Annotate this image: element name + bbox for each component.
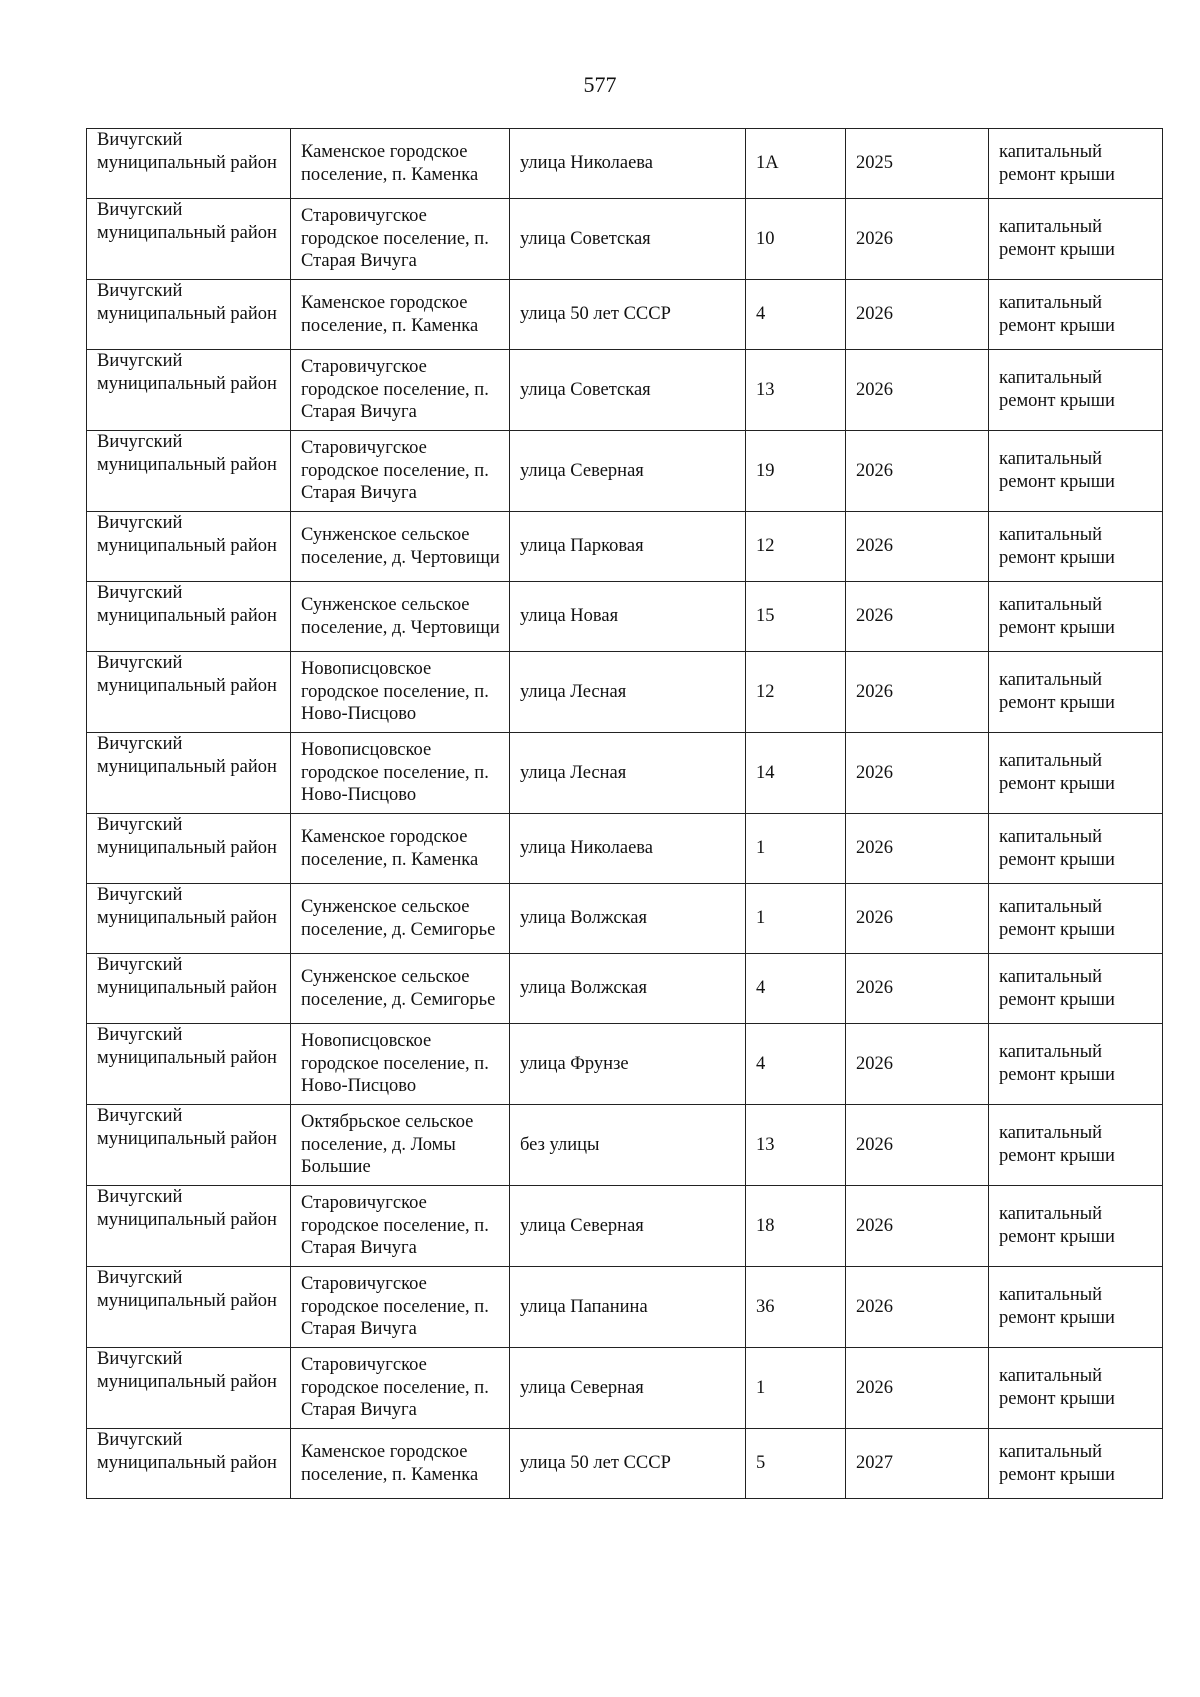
district-cell: Вичугский муниципальный район xyxy=(87,733,291,814)
work-type-cell: капитальный ремонт крыши xyxy=(989,431,1163,512)
settlement-cell: Старовичугское городское поселение, п. Старая Вичуга xyxy=(291,1186,510,1267)
settlement-cell: Каменское городское поселение, п. Каменка xyxy=(291,280,510,350)
year-cell: 2026 xyxy=(846,1186,989,1267)
work-type-cell: капитальный ремонт крыши xyxy=(989,199,1163,280)
year-cell: 2027 xyxy=(846,1429,989,1499)
street-cell: улица Северная xyxy=(510,431,746,512)
work-type-cell: капитальный ремонт крыши xyxy=(989,1186,1163,1267)
street-cell: улица Парковая xyxy=(510,512,746,582)
street-cell: улица Волжская xyxy=(510,954,746,1024)
roof-repair-table xyxy=(86,128,1163,1499)
work-type-cell: капитальный ремонт крыши xyxy=(989,350,1163,431)
settlement-cell: Новописцовское городское поселение, п. Ново-Писцово xyxy=(291,733,510,814)
year-cell: 2026 xyxy=(846,1348,989,1429)
table-row xyxy=(87,1348,1163,1429)
year-cell: 2026 xyxy=(846,431,989,512)
year-cell: 2026 xyxy=(846,884,989,954)
street-cell: улица Советская xyxy=(510,199,746,280)
house-number-cell: 5 xyxy=(746,1429,846,1499)
work-type-cell: капитальный ремонт крыши xyxy=(989,814,1163,884)
district-cell: Вичугский муниципальный район xyxy=(87,954,291,1024)
year-cell: 2026 xyxy=(846,1105,989,1186)
settlement-cell: Каменское городское поселение, п. Каменка xyxy=(291,1429,510,1499)
district-cell: Вичугский муниципальный район xyxy=(87,1105,291,1186)
table-row xyxy=(87,884,1163,954)
work-type-cell: капитальный ремонт крыши xyxy=(989,1348,1163,1429)
district-cell: Вичугский муниципальный район xyxy=(87,280,291,350)
house-number-cell: 36 xyxy=(746,1267,846,1348)
house-number-cell: 1А xyxy=(746,129,846,199)
table-row xyxy=(87,129,1163,199)
table-row xyxy=(87,582,1163,652)
work-type-cell: капитальный ремонт крыши xyxy=(989,1267,1163,1348)
house-number-cell: 1 xyxy=(746,884,846,954)
street-cell: улица 50 лет СССР xyxy=(510,280,746,350)
settlement-cell: Старовичугское городское поселение, п. Старая Вичуга xyxy=(291,350,510,431)
table-row xyxy=(87,431,1163,512)
settlement-cell: Старовичугское городское поселение, п. Старая Вичуга xyxy=(291,1267,510,1348)
settlement-cell: Октябрьское сельское поселение, д. Ломы Большие xyxy=(291,1105,510,1186)
house-number-cell: 10 xyxy=(746,199,846,280)
house-number-cell: 14 xyxy=(746,733,846,814)
settlement-cell: Сунженское сельское поселение, д. Чертовищи xyxy=(291,512,510,582)
street-cell: без улицы xyxy=(510,1105,746,1186)
district-cell: Вичугский муниципальный район xyxy=(87,1429,291,1499)
district-cell: Вичугский муниципальный район xyxy=(87,1267,291,1348)
district-cell: Вичугский муниципальный район xyxy=(87,512,291,582)
table-row xyxy=(87,1024,1163,1105)
district-cell: Вичугский муниципальный район xyxy=(87,1186,291,1267)
street-cell: улица Советская xyxy=(510,350,746,431)
street-cell: улица Волжская xyxy=(510,884,746,954)
settlement-cell: Сунженское сельское поселение, д. Семигорье xyxy=(291,954,510,1024)
house-number-cell: 12 xyxy=(746,512,846,582)
table-row xyxy=(87,954,1163,1024)
house-number-cell: 1 xyxy=(746,814,846,884)
house-number-cell: 13 xyxy=(746,350,846,431)
street-cell: улица Папанина xyxy=(510,1267,746,1348)
house-number-cell: 19 xyxy=(746,431,846,512)
table-row xyxy=(87,1105,1163,1186)
year-cell: 2026 xyxy=(846,733,989,814)
street-cell: улица 50 лет СССР xyxy=(510,1429,746,1499)
house-number-cell: 18 xyxy=(746,1186,846,1267)
year-cell: 2026 xyxy=(846,199,989,280)
table-row xyxy=(87,280,1163,350)
district-cell: Вичугский муниципальный район xyxy=(87,884,291,954)
settlement-cell: Новописцовское городское поселение, п. Ново-Писцово xyxy=(291,652,510,733)
table-row xyxy=(87,814,1163,884)
district-cell: Вичугский муниципальный район xyxy=(87,652,291,733)
table-row xyxy=(87,733,1163,814)
street-cell: улица Лесная xyxy=(510,652,746,733)
district-cell: Вичугский муниципальный район xyxy=(87,1024,291,1105)
table-row xyxy=(87,199,1163,280)
work-type-cell: капитальный ремонт крыши xyxy=(989,1105,1163,1186)
work-type-cell: капитальный ремонт крыши xyxy=(989,733,1163,814)
work-type-cell: капитальный ремонт крыши xyxy=(989,884,1163,954)
street-cell: улица Северная xyxy=(510,1348,746,1429)
work-type-cell: капитальный ремонт крыши xyxy=(989,512,1163,582)
table-row xyxy=(87,350,1163,431)
street-cell: улица Северная xyxy=(510,1186,746,1267)
work-type-cell: капитальный ремонт крыши xyxy=(989,280,1163,350)
year-cell: 2026 xyxy=(846,1024,989,1105)
work-type-cell: капитальный ремонт крыши xyxy=(989,1024,1163,1105)
settlement-cell: Сунженское сельское поселение, д. Семигорье xyxy=(291,884,510,954)
house-number-cell: 12 xyxy=(746,652,846,733)
year-cell: 2026 xyxy=(846,350,989,431)
street-cell: улица Николаева xyxy=(510,129,746,199)
year-cell: 2026 xyxy=(846,954,989,1024)
house-number-cell: 1 xyxy=(746,1348,846,1429)
work-type-cell: капитальный ремонт крыши xyxy=(989,582,1163,652)
year-cell: 2026 xyxy=(846,652,989,733)
street-cell: улица Николаева xyxy=(510,814,746,884)
district-cell: Вичугский муниципальный район xyxy=(87,129,291,199)
page-number: 577 xyxy=(583,72,617,97)
district-cell: Вичугский муниципальный район xyxy=(87,1348,291,1429)
settlement-cell: Старовичугское городское поселение, п. Старая Вичуга xyxy=(291,431,510,512)
table-row xyxy=(87,1186,1163,1267)
house-number-cell: 15 xyxy=(746,582,846,652)
district-cell: Вичугский муниципальный район xyxy=(87,431,291,512)
street-cell: улица Фрунзе xyxy=(510,1024,746,1105)
work-type-cell: капитальный ремонт крыши xyxy=(989,652,1163,733)
settlement-cell: Каменское городское поселение, п. Каменка xyxy=(291,814,510,884)
settlement-cell: Сунженское сельское поселение, д. Чертовищи xyxy=(291,582,510,652)
work-type-cell: капитальный ремонт крыши xyxy=(989,129,1163,199)
house-number-cell: 4 xyxy=(746,954,846,1024)
district-cell: Вичугский муниципальный район xyxy=(87,582,291,652)
house-number-cell: 4 xyxy=(746,280,846,350)
house-number-cell: 13 xyxy=(746,1105,846,1186)
table-row xyxy=(87,512,1163,582)
year-cell: 2026 xyxy=(846,582,989,652)
work-type-cell: капитальный ремонт крыши xyxy=(989,1429,1163,1499)
district-cell: Вичугский муниципальный район xyxy=(87,199,291,280)
year-cell: 2026 xyxy=(846,280,989,350)
settlement-cell: Старовичугское городское поселение, п. Старая Вичуга xyxy=(291,199,510,280)
table-row xyxy=(87,652,1163,733)
settlement-cell: Каменское городское поселение, п. Каменка xyxy=(291,129,510,199)
settlement-cell: Новописцовское городское поселение, п. Ново-Писцово xyxy=(291,1024,510,1105)
district-cell: Вичугский муниципальный район xyxy=(87,814,291,884)
street-cell: улица Новая xyxy=(510,582,746,652)
table-row xyxy=(87,1267,1163,1348)
year-cell: 2026 xyxy=(846,512,989,582)
settlement-cell: Старовичугское городское поселение, п. Старая Вичуга xyxy=(291,1348,510,1429)
district-cell: Вичугский муниципальный район xyxy=(87,350,291,431)
year-cell: 2025 xyxy=(846,129,989,199)
table-row xyxy=(87,1429,1163,1499)
house-number-cell: 4 xyxy=(746,1024,846,1105)
year-cell: 2026 xyxy=(846,1267,989,1348)
year-cell: 2026 xyxy=(846,814,989,884)
work-type-cell: капитальный ремонт крыши xyxy=(989,954,1163,1024)
street-cell: улица Лесная xyxy=(510,733,746,814)
